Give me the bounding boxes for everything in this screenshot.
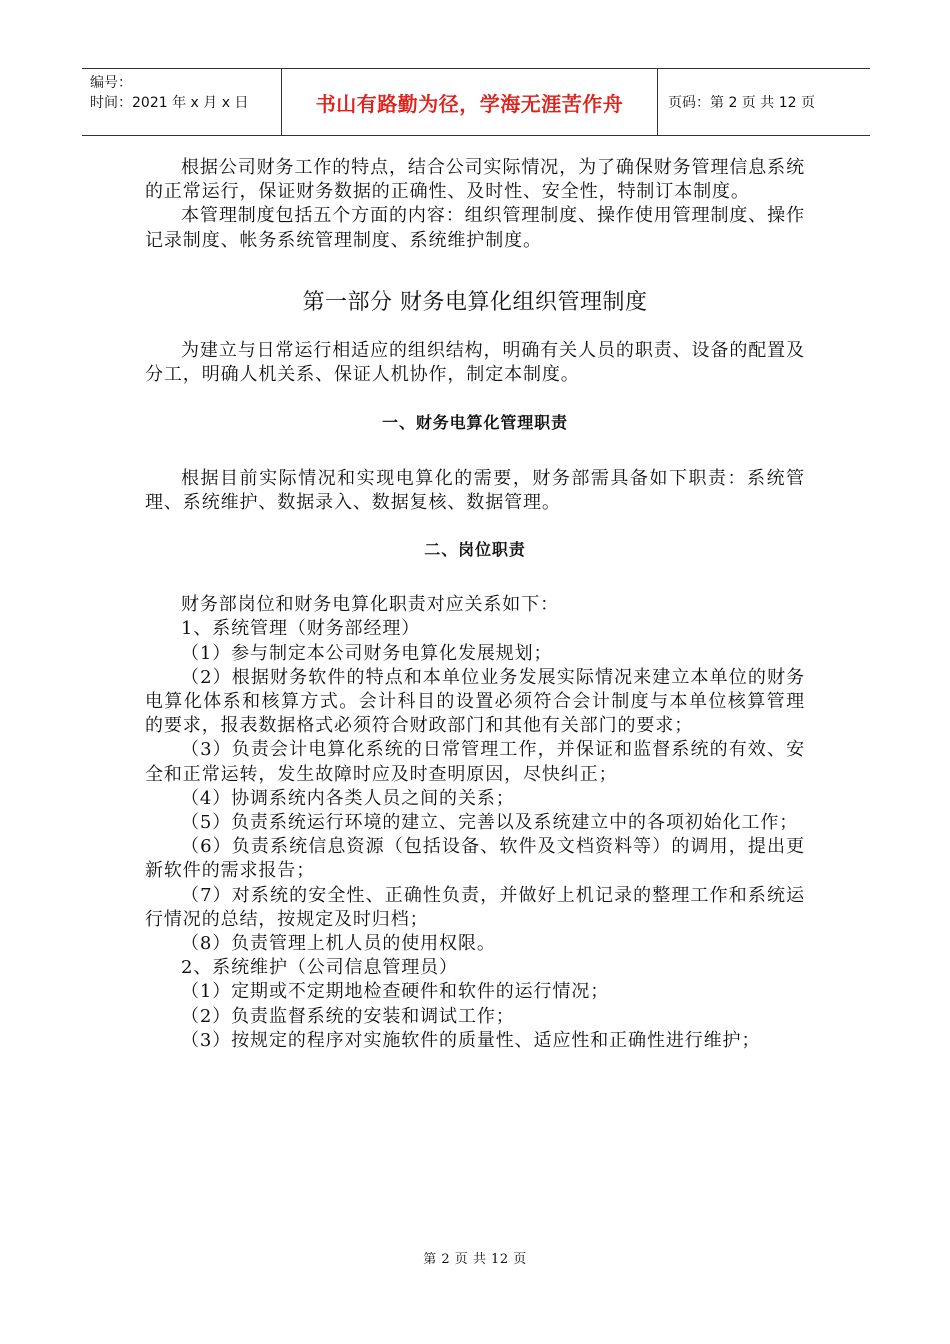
intro-paragraph-2: 本管理制度包括五个方面的内容：组织管理制度、操作使用管理制度、操作记录制度、帐务系统管理制度、系统维护制度。	[145, 205, 805, 251]
list-item: （7）对系统的安全性、正确性负责，并做好上机记录的整理工作和系统运行情况的总结，按规定及时归档；	[145, 884, 805, 930]
section2-title: 二、岗位职责	[424, 540, 526, 560]
section1-text: 根据目前实际情况和实现电算化的需要，财务部需具备如下职责：系统管理、系统维护、数据录入、数据复核、数据管理。	[145, 467, 805, 513]
list-item: （8）负责管理上机人员的使用权限。	[181, 933, 496, 955]
document-header	[82, 68, 870, 136]
list-item: （1）定期或不定期地检查硬件和软件的运行情况；	[181, 981, 610, 1003]
list-item: （2）负责监督系统的安装和调试工作；	[181, 1005, 515, 1027]
list-item: （5）负责系统运行环境的建立、完善以及系统建立中的各项初始化工作；	[181, 812, 799, 834]
header-code-label: 编号：	[90, 75, 132, 91]
header-page-info: 页码：第 2 页 共 12 页	[668, 95, 815, 111]
list-item: （4）协调系统内各类人员之间的关系；	[181, 787, 515, 809]
page-footer: 第 2 页 共 12 页	[423, 1252, 527, 1267]
header-time-label: 时间：2021 年 x 月 x 日	[90, 95, 249, 111]
part1-intro: 为建立与日常运行相适应的组织结构，明确有关人员的职责、设备的配置及分工，明确人机关系、保证人机协作，制定本制度。	[145, 340, 805, 386]
part1-title: 第一部分 财务电算化组织管理制度	[302, 289, 648, 315]
header-motto: 书山有路勤为径，学海无涯苦作舟	[282, 69, 658, 135]
header-meta	[82, 69, 282, 135]
intro-paragraph-1: 根据公司财务工作的特点，结合公司实际情况，为了确保财务管理信息系统的正常运行，保证财务数据的正确性、及时性、安全性，特制订本制度。	[145, 157, 805, 203]
role1-heading: 1、系统管理（财务部经理）	[181, 618, 421, 640]
document-body	[145, 156, 805, 1053]
role2-heading: 2、系统维护（公司信息管理员）	[181, 957, 458, 979]
list-item: （2）根据财务软件的特点和本单位业务发展实际情况来建立本单位的财务电算化体系和核算方式。会计科目的设置必须符合会计制度与本单位核算管理的要求，报表数据格式必须符合财政部门和其他有关部门的要求；	[145, 666, 805, 737]
section1-title: 一、财务电算化管理职责	[382, 413, 568, 433]
list-item: （3）负责会计电算化系统的日常管理工作，并保证和监督系统的有效、安全和正常运转，发生故障时应及时查明原因，尽快纠正；	[145, 739, 805, 785]
list-item: （6）负责系统信息资源（包括设备、软件及文档资料等）的调用，提出更新软件的需求报告；	[145, 836, 805, 882]
list-item: （1）参与制定本公司财务电算化发展规划；	[181, 642, 553, 664]
section2-lead: 财务部岗位和财务电算化职责对应关系如下：	[181, 594, 559, 616]
list-item: （3）按规定的程序对实施软件的质量性、适应性和正确性进行维护；	[181, 1029, 761, 1051]
